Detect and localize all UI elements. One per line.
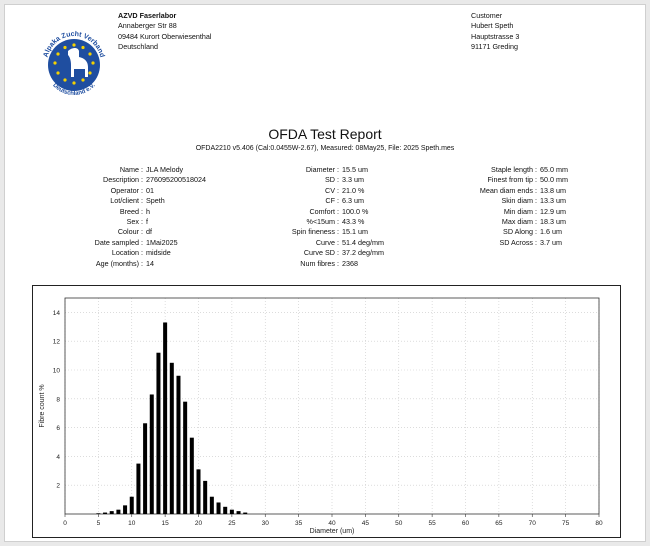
length-stat-value: 65.0 mm bbox=[540, 165, 568, 174]
diameter-stat-value: 37.2 deg/mm bbox=[342, 248, 384, 258]
diameter-stat-label: %<15um : bbox=[306, 217, 339, 227]
histogram-bar bbox=[123, 505, 127, 514]
histogram-bar bbox=[170, 363, 174, 514]
histogram-bar bbox=[183, 402, 187, 514]
report-title: OFDA Test Report bbox=[268, 126, 382, 142]
sample-info-row bbox=[29, 238, 206, 248]
length-stat-row bbox=[425, 207, 568, 217]
report-subtitle: OFDA2210 v5.406 (Cal:0.0455W-2.67), Measured: 08May25, File: 2025 Speth.mes bbox=[195, 145, 455, 152]
diameter-stat-label: CF : bbox=[325, 196, 339, 206]
sample-info-label: Age (months) : bbox=[95, 258, 143, 268]
diameter-stat-row bbox=[245, 207, 384, 217]
diameter-stat-row bbox=[245, 238, 384, 248]
sample-info-value: 1Mai2025 bbox=[146, 237, 178, 247]
diameter-stat-value: 6.3 um bbox=[342, 196, 364, 206]
diameter-stat-value: 21.0 % bbox=[342, 185, 365, 195]
sample-info-label: Date sampled : bbox=[94, 237, 143, 247]
histogram-bar bbox=[237, 511, 241, 514]
length-stat-value: 13.8 um bbox=[540, 185, 566, 195]
length-stat-label: Staple length : bbox=[491, 165, 537, 174]
diameter-stat-row bbox=[245, 227, 384, 237]
x-tick-label: 60 bbox=[461, 520, 470, 527]
lab-country: Deutschland bbox=[118, 42, 158, 52]
sample-info-value: df bbox=[146, 227, 152, 237]
length-stat-label: SD Across : bbox=[499, 237, 537, 247]
x-tick-label: 0 bbox=[63, 520, 67, 527]
sample-info-value: Speth bbox=[146, 196, 165, 206]
sample-info-label: Sex : bbox=[126, 217, 143, 227]
y-tick-label: 8 bbox=[56, 396, 60, 404]
lab-name: AZVD Faserlabor bbox=[118, 11, 177, 20]
diameter-stat-label: SD : bbox=[325, 175, 339, 185]
length-stat-value: 13.3 um bbox=[540, 196, 566, 206]
diameter-stat-row bbox=[245, 175, 384, 185]
x-tick-label: 15 bbox=[161, 520, 169, 527]
length-stat-row bbox=[425, 175, 568, 185]
histogram-bar bbox=[110, 511, 114, 514]
diameter-stat-value: 51.4 deg/mm bbox=[342, 237, 384, 247]
length-stat-row bbox=[425, 238, 568, 248]
sample-info-label: Description : bbox=[103, 175, 143, 185]
sample-info-label: Location : bbox=[111, 248, 143, 258]
logo-text-bottom: Deutschland e.V. bbox=[51, 82, 97, 98]
diameter-stat-label: Num fibres : bbox=[300, 258, 339, 268]
histogram-bar bbox=[156, 353, 160, 514]
fibre-histogram bbox=[33, 286, 620, 537]
histogram-bar bbox=[163, 322, 167, 514]
sample-info-label: Colour : bbox=[117, 227, 143, 237]
x-tick-label: 25 bbox=[228, 520, 236, 527]
y-tick-label: 2 bbox=[56, 482, 60, 490]
diameter-stat-row bbox=[245, 217, 384, 227]
sample-info-row bbox=[29, 227, 206, 237]
sample-info-row bbox=[29, 217, 206, 227]
sample-info-value: midside bbox=[146, 248, 171, 258]
length-stat-value: 1.6 um bbox=[540, 227, 562, 237]
histogram-bar bbox=[190, 438, 194, 514]
sample-info-row bbox=[29, 175, 206, 185]
length-stat-label: Max diam : bbox=[501, 217, 537, 227]
histogram-bar bbox=[143, 423, 147, 514]
sample-info-column bbox=[29, 165, 206, 269]
diameter-stat-label: Curve : bbox=[315, 237, 339, 247]
customer-address bbox=[471, 11, 519, 53]
x-tick-label: 80 bbox=[595, 520, 603, 527]
diameter-stat-row bbox=[245, 248, 384, 258]
histogram-bar bbox=[243, 513, 247, 514]
length-stat-value: 12.9 um bbox=[540, 206, 566, 216]
length-stat-label: Skin diam : bbox=[501, 196, 537, 206]
length-stat-row bbox=[425, 196, 568, 206]
histogram-bar bbox=[210, 497, 214, 514]
sample-info-row bbox=[29, 248, 206, 258]
histogram-bar bbox=[130, 497, 134, 514]
diameter-stat-value: 3.3 um bbox=[342, 175, 364, 185]
sample-info-value: 276095200518024 bbox=[146, 175, 206, 185]
diameter-stat-value: 2368 bbox=[342, 258, 358, 268]
x-tick-label: 30 bbox=[261, 520, 269, 527]
histogram-bar bbox=[136, 464, 140, 514]
diameter-stat-value: 15.1 um bbox=[342, 227, 368, 237]
sample-info-row bbox=[29, 196, 206, 206]
sample-info-value: JLA Melody bbox=[146, 165, 184, 174]
y-tick-label: 4 bbox=[56, 453, 60, 461]
customer-city: 91171 Greding bbox=[471, 42, 519, 52]
diameter-stat-label: Spin fineness : bbox=[291, 227, 339, 237]
sample-info-row bbox=[29, 259, 206, 269]
x-tick-label: 5 bbox=[96, 520, 101, 527]
sample-info-label: Breed : bbox=[119, 206, 143, 216]
histogram-bar bbox=[217, 502, 221, 514]
x-tick-label: 50 bbox=[395, 520, 403, 527]
x-tick-label: 10 bbox=[128, 520, 136, 527]
diameter-stat-row bbox=[245, 259, 384, 269]
x-tick-label: 65 bbox=[495, 520, 503, 527]
histogram-bar bbox=[230, 510, 234, 514]
histogram-bar bbox=[150, 394, 154, 514]
x-tick-label: 75 bbox=[562, 520, 570, 527]
length-stat-row bbox=[425, 217, 568, 227]
x-tick-label: 45 bbox=[361, 520, 369, 527]
y-tick-label: 12 bbox=[52, 338, 60, 346]
histogram-panel bbox=[32, 285, 621, 538]
y-tick-label: 6 bbox=[56, 425, 60, 433]
histogram-bar bbox=[96, 513, 100, 514]
length-stat-label: Mean diam ends : bbox=[479, 185, 537, 195]
sample-info-row bbox=[29, 207, 206, 217]
length-stat-row bbox=[425, 165, 568, 175]
sample-info-label: Operator : bbox=[110, 185, 143, 195]
report-page bbox=[4, 4, 646, 542]
x-tick-label: 35 bbox=[295, 520, 303, 527]
sample-info-row bbox=[29, 165, 206, 175]
sample-info-value: f bbox=[146, 217, 148, 227]
logo-text-top: Alpaka Zucht Verband bbox=[42, 30, 106, 59]
sample-info-label: Lot/client : bbox=[110, 196, 143, 206]
y-tick-label: 10 bbox=[52, 367, 60, 375]
histogram-bar bbox=[223, 507, 227, 514]
diameter-stat-label: Diameter : bbox=[305, 165, 339, 174]
diameter-stat-row bbox=[245, 165, 384, 175]
x-tick-label: 55 bbox=[428, 520, 436, 527]
x-tick-label: 70 bbox=[528, 520, 536, 527]
diameter-stat-value: 43.3 % bbox=[342, 217, 365, 227]
y-axis-title: Fibre count % bbox=[39, 384, 46, 428]
sample-info-row bbox=[29, 186, 206, 196]
histogram-bar bbox=[176, 376, 180, 514]
sample-info-value: h bbox=[146, 206, 150, 216]
histogram-bar bbox=[196, 469, 200, 514]
length-stat-label: Finest from tip : bbox=[487, 175, 537, 185]
diameter-stat-value: 15.5 um bbox=[342, 165, 368, 174]
diameter-stat-value: 100.0 % bbox=[342, 206, 369, 216]
diameter-stat-label: CV : bbox=[325, 185, 339, 195]
histogram-bar bbox=[116, 510, 120, 514]
customer-name: Hubert Speth bbox=[471, 21, 514, 31]
x-tick-label: 40 bbox=[328, 520, 336, 527]
lab-street: Annaberger Str 88 bbox=[118, 21, 177, 31]
diameter-stat-label: Curve SD : bbox=[303, 248, 339, 258]
length-stats-column bbox=[425, 165, 568, 248]
diameter-stat-row bbox=[245, 196, 384, 206]
sample-info-value: 01 bbox=[146, 185, 154, 195]
diameter-stat-row bbox=[245, 186, 384, 196]
length-stat-label: Min diam : bbox=[503, 206, 537, 216]
length-stat-value: 50.0 mm bbox=[540, 175, 568, 185]
length-stat-row bbox=[425, 186, 568, 196]
histogram-bar bbox=[203, 481, 207, 514]
length-stat-value: 3.7 um bbox=[540, 237, 562, 247]
length-stat-label: SD Along : bbox=[503, 227, 537, 237]
length-stat-row bbox=[425, 227, 568, 237]
customer-street: Hauptstrasse 3 bbox=[471, 31, 520, 41]
histogram-bar bbox=[103, 513, 107, 514]
sample-info-label: Name : bbox=[119, 165, 143, 174]
sample-info-value: 14 bbox=[146, 258, 154, 268]
y-tick-label: 14 bbox=[52, 309, 60, 317]
x-tick-label: 20 bbox=[194, 520, 203, 527]
azvd-logo bbox=[38, 17, 110, 113]
customer-heading: Customer bbox=[471, 11, 503, 20]
diameter-stats-column bbox=[245, 165, 384, 269]
x-axis-title: Diameter (um) bbox=[309, 528, 355, 535]
diameter-stat-label: Comfort : bbox=[309, 206, 339, 216]
lab-city: 09484 Kurort Oberwiesenthal bbox=[118, 31, 212, 41]
length-stat-value: 18.3 um bbox=[540, 217, 566, 227]
lab-address bbox=[118, 11, 212, 53]
